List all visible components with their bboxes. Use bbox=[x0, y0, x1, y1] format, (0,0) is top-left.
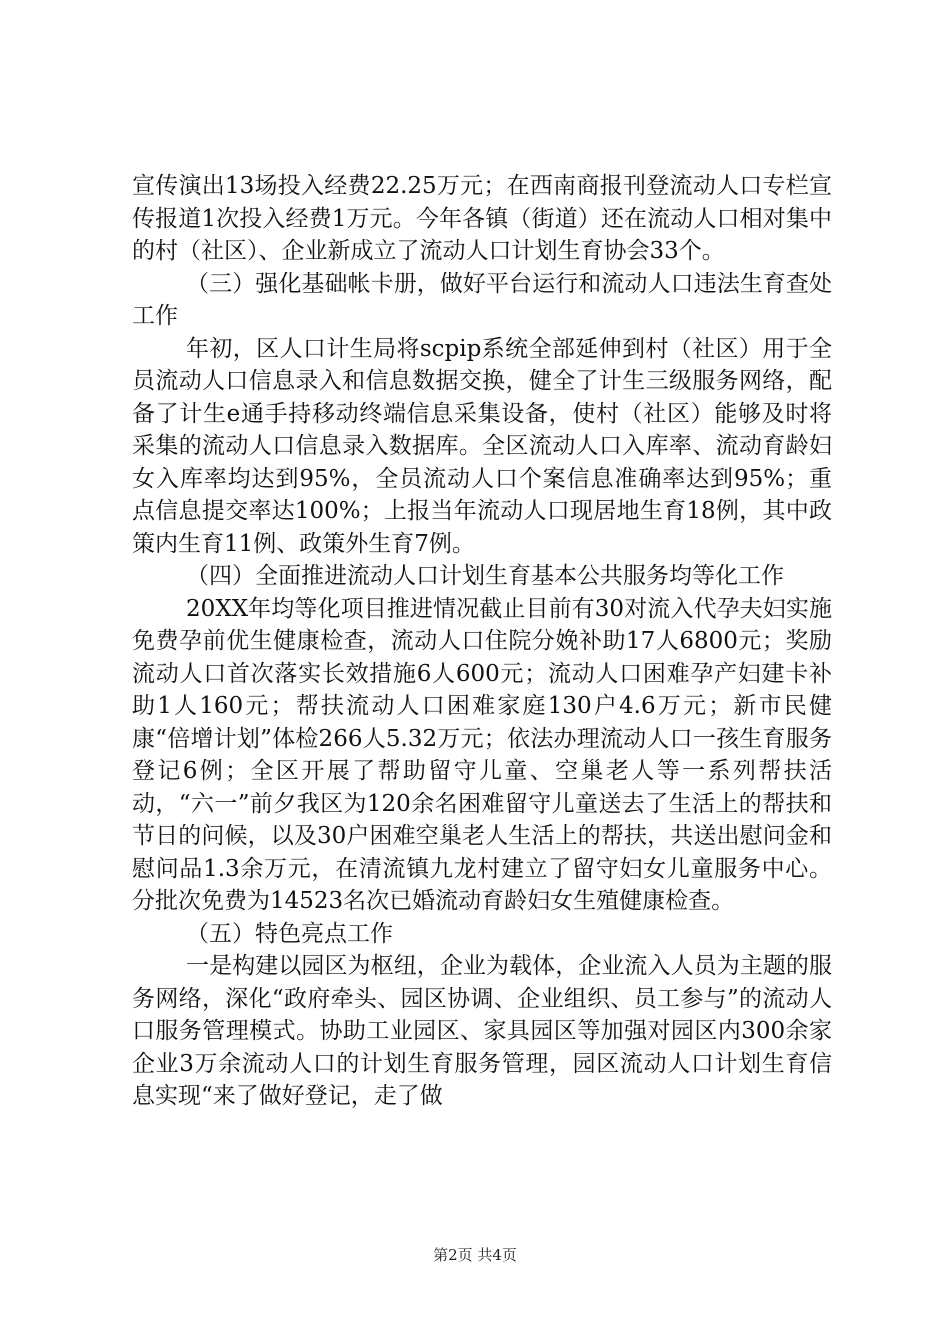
page-footer: 第2页 共4页 bbox=[433, 1246, 517, 1264]
section-heading-4: （四）全面推进流动人口计划生育基本公共服务均等化工作 bbox=[186, 563, 785, 589]
paragraph-2: 年初，区人口计生局将scpip系统全部延伸到村（社区）用于全员流动人口信息录入和信息数据交换，健全了计生三级服务网络，配备了计生e通手持移动终端信息采集设备，使村（社区）能够及时将采集的流动人口信息录入数据库。全区流动人口入库率、流动育龄妇女入库率均达到95%，全员流动人口个案信息准确率达到95%；重点信息提交率达100%；上报当年流动人口现居地生育18例，其中政策内生育11例、政策外生育7例。 bbox=[132, 335, 832, 557]
section-heading-5: （五）特色亮点工作 bbox=[186, 920, 394, 947]
section-heading-3: （三）强化基础帐卡册，做好平台运行和流动人口违法生育查处工作 bbox=[132, 270, 832, 329]
paragraph-3: 20XX年均等化项目推进情况截止目前有30对流入代孕夫妇实施免费孕前优生健康检查，流动人口住院分娩补助17人6800元；奖励流动人口首次落实长效措施6人600元；流动人口困难孕产妇建卡补助1人160元；帮扶流动人口困难家庭130户4.6万元；新市民健康“倍增计划”体检266人5.32万元；依法办理流动人口一孩生育服务登记6例；全区开展了帮助留守儿童、空巢老人等一系列帮扶活动，“六一”前夕我区为120余名困难留守儿童送去了生活上的帮扶和节日的问候，以及30户困难空巢老人生活上的帮扶，共送出慰问金和慰问品1.3余万元，在清流镇九龙村建立了留守妇女儿童服务中心。分批次免费为14523名次已婚流动育龄妇女生殖健康检查。 bbox=[132, 595, 832, 914]
document-body bbox=[132, 170, 832, 1113]
paragraph-4: 一是构建以园区为枢纽，企业为载体，企业流入人员为主题的服务网络，深化“政府牵头、园区协调、企业组织、员工参与”的流动人口服务管理模式。协助工业园区、家具园区等加强对园区内300余家企业3万余流动人口的计划生育服务管理，园区流动人口计划生育信息实现“来了做好登记，走了做 bbox=[132, 953, 832, 1109]
paragraph-1: 宣传演出13场投入经费22.25万元；在西南商报刊登流动人口专栏宣传报道1次投入经费1万元。今年各镇（街道）还在流动人口相对集中的村（社区）、企业新成立了流动人口计划生育协会33个。 bbox=[132, 173, 832, 264]
